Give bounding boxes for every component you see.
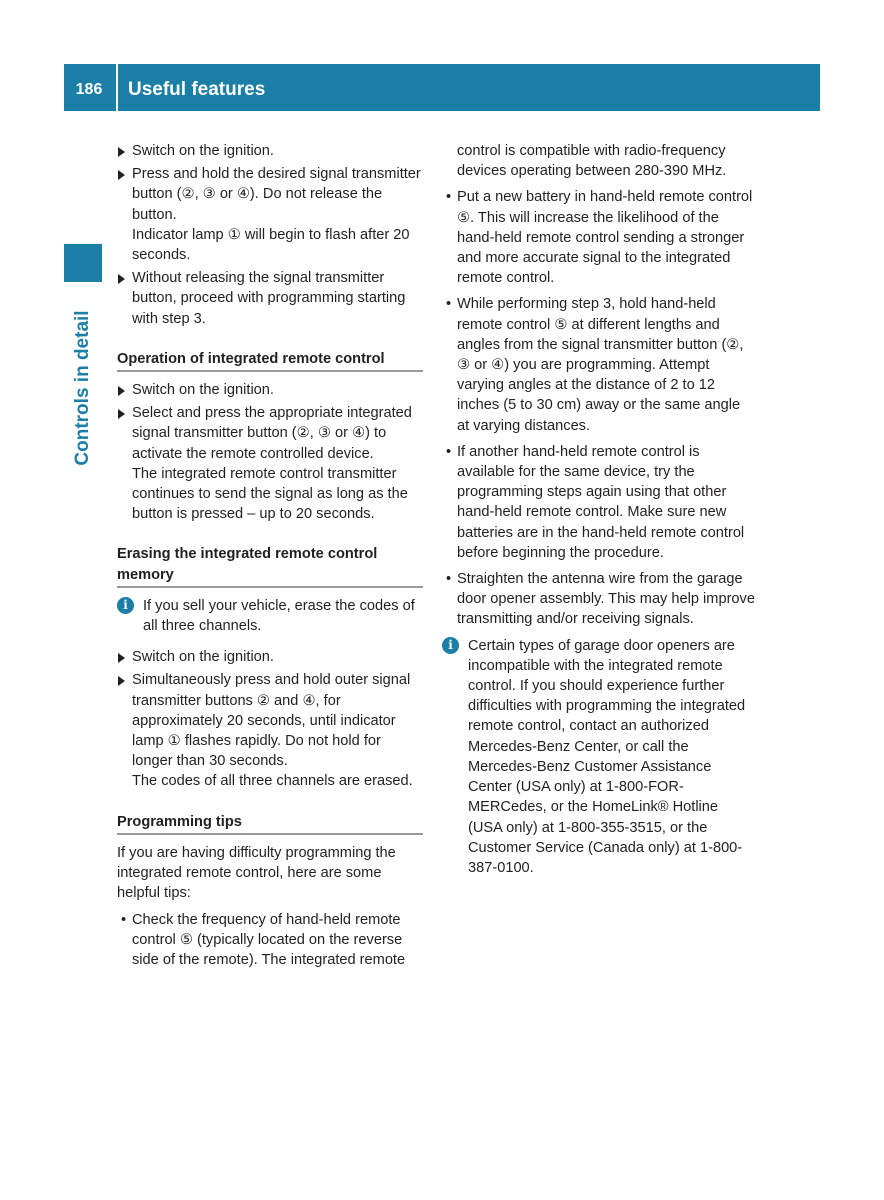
tip-text: Straighten the antenna wire from the garage door opener assembly. This may help improve transmitting and/or receiving signals. <box>457 571 755 628</box>
tip-item <box>442 569 756 630</box>
step-text: Select and press the appropriate integrated signal transmitter button (②, ③ or ④) to activate the remote controlled device. <box>132 405 412 462</box>
tip-text: Put a new battery in hand-held remote control ⑤. This will increase the likelihood of the hand-held remote control sending a stronger and more accurate signal to the integrated remote control. <box>457 189 753 287</box>
bullet-icon: • <box>446 443 452 460</box>
step-arrow-icon <box>118 170 125 180</box>
step-item <box>117 647 423 667</box>
step-result: Indicator lamp ① will begin to flash after 20 seconds. <box>132 226 410 264</box>
step-text: Press and hold the desired signal transmitter button (②, ③ or ④). Do not release the button. <box>132 166 421 223</box>
tip-item <box>442 187 756 288</box>
step-arrow-icon <box>118 409 125 419</box>
tip-continuation: control is compatible with radio-frequency devices operating between 280-390 MHz. <box>457 143 727 180</box>
step-item <box>117 403 423 524</box>
section-heading: Programming tips <box>117 812 423 835</box>
tip-text: If another hand-held remote control is available for the same device, try the programming steps again using that other hand-held remote control. Make sure new batteries are in the hand-held remote control before beginning the procedure. <box>457 443 745 561</box>
step-result: The integrated remote control transmitter continues to send the signal as long as the button is pressed – up to 20 seconds. <box>132 465 408 523</box>
tip-text: While performing step 3, hold hand-held remote control ⑤ at different lengths and angles from the signal transmitter button (②, ③ or ④) you are programming. Attempt varying angles at the distance of 2 to 12 inches (5 to 30 cm) away or the same angle at varying distances. <box>457 296 744 434</box>
step-item <box>117 268 423 329</box>
info-icon: i <box>117 597 134 614</box>
step-text: Simultaneously press and hold outer signal transmitter buttons ② and ④, for approximately 20 seconds, until indicator lamp ① flashes rapidly. Do not hold for longer than 30 seconds. <box>132 672 411 770</box>
tip-item <box>117 910 423 971</box>
step-text: Switch on the ignition. <box>132 143 274 159</box>
bullet-icon: • <box>446 296 452 313</box>
bullet-icon: • <box>446 571 452 588</box>
page-number: 186 <box>75 80 103 98</box>
bullet-icon: • <box>446 189 452 206</box>
section-tab-label: Controls in detail <box>72 309 93 466</box>
section-tab-marker <box>64 244 102 282</box>
tip-item <box>442 442 756 563</box>
step-item <box>117 380 423 400</box>
info-icon: i <box>442 637 459 654</box>
bullet-icon: • <box>121 911 127 928</box>
left-column <box>117 141 423 976</box>
step-item <box>117 164 423 265</box>
step-text: Switch on the ignition. <box>132 382 274 399</box>
info-text: If you sell your vehicle, erase the codes of all three channels. <box>143 597 415 635</box>
page-title: Useful features <box>128 78 266 100</box>
step-item <box>117 670 423 791</box>
tip-item <box>442 294 756 435</box>
info-note <box>117 596 423 636</box>
step-item <box>117 141 423 161</box>
step-arrow-icon <box>118 274 125 284</box>
step-arrow-icon <box>118 676 125 686</box>
step-arrow-icon <box>118 386 125 396</box>
section-heading: Erasing the integrated remote control memory <box>117 544 423 587</box>
section-heading: Operation of integrated remote control <box>117 349 423 372</box>
tip-text: Check the frequency of hand-held remote control ⑤ (typically located on the reverse side of the remote). The integrated remote <box>132 911 406 968</box>
info-note <box>442 636 756 878</box>
right-column <box>442 141 756 889</box>
step-arrow-icon <box>118 653 125 663</box>
section-tab <box>64 300 102 475</box>
step-text: Switch on the ignition. <box>132 649 274 666</box>
step-arrow-icon <box>118 147 125 157</box>
step-result: The codes of all three channels are erased. <box>132 773 413 790</box>
header-divider <box>116 64 118 111</box>
step-text: Without releasing the signal transmitter button, proceed with programming starting with step 3. <box>132 270 406 327</box>
info-text: Certain types of garage door openers are incompatible with the integrated remote control. If you should experience further difficulties with programming the integrated remote control, contact an authorized Mercedes-Benz Center, or call the Mercedes-Benz Customer Assistance Center (USA only) at 1-800-FOR-MERCedes, or the HomeLink® Hotline (USA only) at 1-800-355-3515, or the Customer Service (Canada only) at 1-800-387-0100. <box>468 637 746 876</box>
paragraph: If you are having difficulty programming the integrated remote control, here are some helpful tips: <box>117 844 396 902</box>
